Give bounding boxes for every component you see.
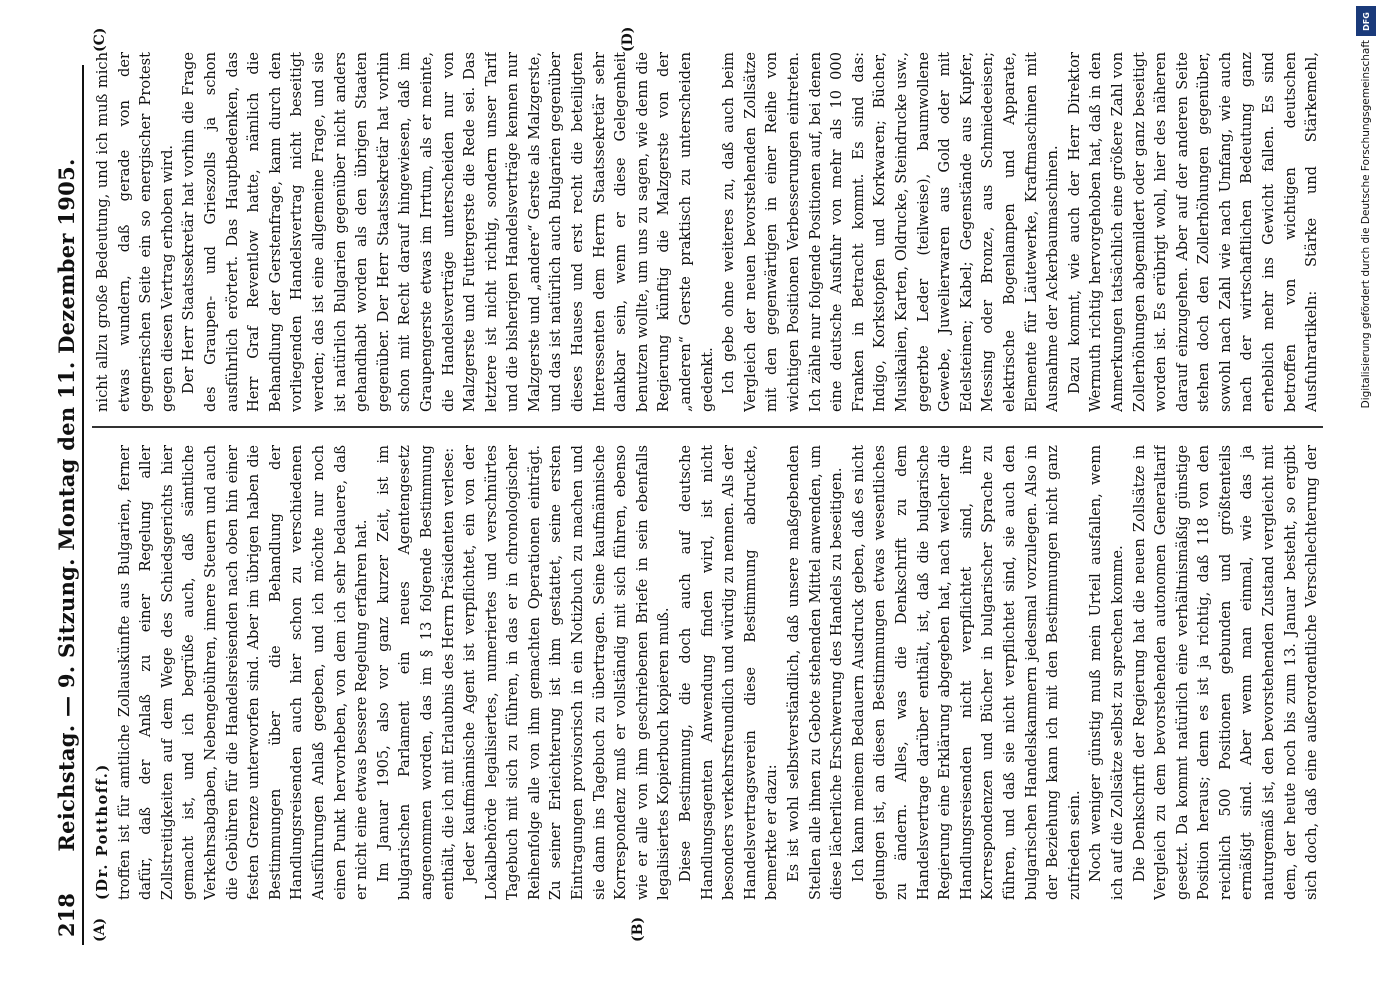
page-title: Reichstag. — 9. Sitzung. Montag den 11. Dezember 1905.	[54, 158, 79, 852]
speaker-label: (Dr. Potthoff.)	[94, 763, 111, 900]
paragraph: Dazu kommt, wie auch der Herr Direktor Wermuth richtig hervorgehoben hat, daß in den Anmerkungen tatsächlich eine größere Zahl von Zollerhöhungen abgemildert oder ganz beseitigt worden ist. Es erübrigt wohl, hier des näheren darauf einzugehen. Aber auf der anderen Seite stehen doch den Zollerhöhungen gegenüber, sowohl nach Zahl wie nach Umfang, wie auch nach der wirtschaftlichen Bedeutung ganz erheblich mehr ins Gewicht fallen. Es sind betroffen von wichtigen deutschen Ausfuhrartikeln: Stärke und Stärkemehl,	[1065, 52, 1321, 412]
credit-text: Digitalisierung gefördert durch die Deutsche Forschungsgemeinschaft	[1360, 40, 1372, 409]
paragraph: troffen ist für amtliche Zollauskünfte aus Bulgarien, ferner dafür, daß der Anlaß zu einer Regelung aller Zollstreitigkeiten auf dem Wege des Schiedsgerichts hier gemacht ist, und ich begrüße auch, daß sämtliche Verkehrsabgaben, Nebengebühren, innere Steuern und auch die Gebühren für die Handelsreisenden nach oben hin einer festen Grenze unterworfen sind. Aber im übrigen haben die Bestimmungen über die Behandlung der Handlungsreisenden auch hier schon zu verschiedenen Ausführungen Anlaß gegeben, und ich möchte nur noch einen Punkt hervorheben, von dem ich sehr bedauere, daß er nicht eine etwas bessere Regelung erfahren hat.	[115, 445, 371, 900]
paragraph: Der Herr Staatssekretär hat vorhin die Frage des Graupen- und Grieszolls ja schon ausführlich erörtert. Das Hauptbedenken, das Herr Graf Reventlow hatte, nämlich die Behandlung der Gerstenfrage, kann durch den vorliegenden Handelsvertrag nicht beseitigt werden; das ist eine allgemeine Frage, und sie ist natürlich Bulgarien gegenüber nicht anders gehandhabt worden als den übrigen Staaten gegenüber. Der Herr Staatssekretär hat vorhin schon mit Recht darauf hingewiesen, daß im Graupengerste etwas im Irrtum, als er meinte, die Handelsverträge unterscheiden nur von Malzgerste und Futtergerste die Rede sei. Das letztere ist nicht richtig, sondern unser Tarif und die bisherigen Handelsverträge kennen nur Malzgerste und „andere“ Gerste als Malzgerste, und das ist natürlich auch Bulgarien gegenüber dieses Hauses und erst recht die beteiligten Interessenten dem Herrn Staatssekretär sehr dankbar sein, wenn er diese Gelegenheit benutzen wollte, um uns zu sagen, wie denn die Regierung künftig die Malzgerste von der „anderen“ Gerste praktisch zu unterscheiden gedenkt.	[180, 52, 716, 412]
margin-mark-d: (D)	[620, 26, 636, 52]
quote-paragraph: Jeder kaufmännische Agent ist verpflichtet, ein von der Lokalbehörde legalisiertes, numeriertes und verschnürtes Tagebuch mit sich zu führen, in das er in chronologischer Reihenfolge alle von ihm gemachten Operationen einträgt. Zu seiner Erleichterung ist ihm gestattet, seine ersten Eintragungen provisorisch in ein Notizbuch zu machen und sie dann ins Tagebuch zu übertragen. Seine kaufmännische Korrespondenz muß er vollständig mit sich führen, ebenso wie er alle von ihm geschriebenen Briefe in sein ebenfalls legalisiertes Kopierbuch kopieren muß.	[461, 445, 673, 900]
paragraph: Ich kann meinem Bedauern Ausdruck geben, daß es nicht gelungen ist, an diesen Bestimmungen etwas wesentliches zu ändern. Alles, was die Denkschrift zu dem Handelsvertrage darüber enthält, ist, daß die bulgarische Regierung eine Erklärung abgegeben hat, nach welcher die Handlungsreisenden nicht verpflichtet sind, ihre Korrespondenzen und Bücher in bulgarischer Sprache zu führen, und daß sie nicht verpflichtet sind, sie auch den bulgarischen Handelskammern jedesmal vorzulegen. Also in der Beziehung kann ich mit den Bestimmungen nicht ganz zufrieden sein.	[849, 445, 1083, 900]
paragraph: Diese Bestimmung, die doch auch auf deutsche Handlungsagenten Anwendung finden wird, ist nicht besonders verkehrsfreundlich und würdig zu nennen. Als der Handelsvertragsverein diese Bestimmung abdruckte, bemerkte er dazu:	[677, 445, 781, 900]
paragraph: Noch weniger günstig muß mein Urteil ausfallen, wenn ich auf die Zollsätze selbst zu sprechen komme.	[1087, 445, 1126, 900]
paragraph: Die Denkschrift der Regierung hat die neuen Zollsätze in Vergleich zu dem bevorstehenden autonomen Generaltarif gesetzt. Da kommt natürlich eine verhältnismäßig günstige Position heraus; denn es ist ja richtig, daß 118 von den reichlich 500 Positionen gebunden und größtenteils ermäßigt sind. Aber wenn man einmal, wie das ja naturgemäß ist, den bevorstehenden Zustand vergleicht mit dem, der heute noch bis zum 13. Januar besteht, so ergibt sich doch, daß eine außerordentliche Verschlechterung der	[1130, 445, 1321, 900]
right-column	[92, 52, 1323, 412]
paragraph: Im Januar 1905, also vor ganz kurzer Zeit, ist im bulgarischen Parlament ein neues Agentengesetz angenommen worden, das im § 13 folgende Bestimmung enthält, die ich mit Erlaubnis des Herrn Präsidenten verlese:	[374, 445, 457, 900]
margin-mark-a: (A)	[92, 917, 108, 942]
digitization-credit	[1350, 0, 1383, 1000]
dfg-logo-text: DFG	[1361, 11, 1371, 31]
page-header	[52, 65, 84, 945]
column-divider	[92, 427, 1323, 429]
margin-mark-b: (B)	[630, 916, 646, 942]
dfg-logo	[1356, 6, 1376, 36]
paragraph: Ich gebe ohne weiteres zu, daß auch beim Vergleich der neuen bevorstehenden Zollsätze mit den gegenwärtigen in einer Reihe von wichtigen Positionen Verbesserungen eintreten. Ich zähle nur folgende Positionen auf, bei denen eine deutsche Ausfuhr von mehr als 10 000 Franken in Betracht kommt. Es sind das: Indigo, Korkstopfen und Korkwaren; Bücher, Musikalien, Karten, Oldrucke, Steindrucke usw., gegerbte Leder (teilweise), baumwollene Gewebe, Juwelierwaren aus Gold oder mit Edelsteinen; Kabel; Gegenstände aus Kupfer, Messing oder Bronze, aus Schmiedeeisen; elektrische Bogenlampen und Apparate, Elemente für Läutewerke, Kraftmaschinen mit Ausnahme der Ackerbaumaschinen.	[720, 52, 1062, 412]
margin-mark-c: (C)	[92, 27, 108, 52]
left-column	[92, 445, 1323, 900]
paragraph: nicht allzu große Bedeutung, und ich muß mich etwas wundern, daß gerade von der gegnerischen Seite ein so energischer Protest gegen diesen Vertrag erhoben wird.	[94, 52, 176, 412]
quote-paragraph: Es ist wohl selbstverständlich, daß unsere maßgebenden Stellen alle ihnen zu Gebote stehenden Mittel anwenden, um diese lächerliche Erschwerung des Handels zu beseitigen.	[785, 445, 846, 900]
page-number: 218	[54, 893, 79, 937]
